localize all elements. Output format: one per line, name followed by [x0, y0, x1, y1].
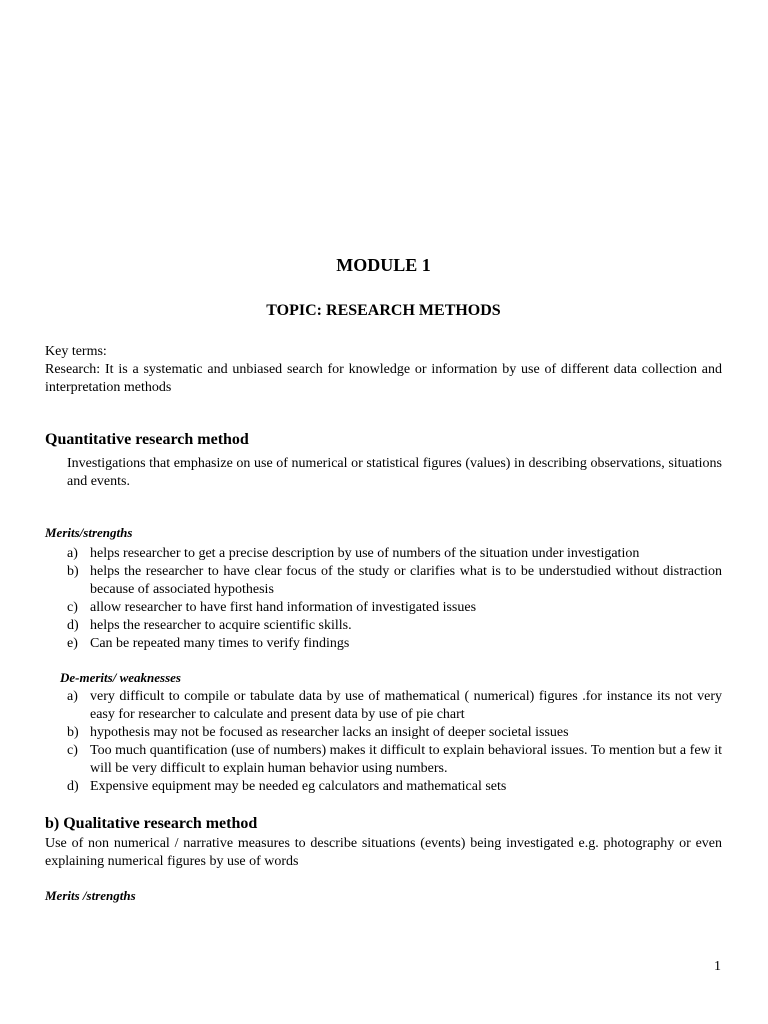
list-marker: e)	[67, 636, 78, 651]
list-item-text: Can be repeated many times to verify findings	[90, 636, 350, 651]
list-item	[45, 599, 722, 617]
list-marker: d)	[67, 779, 79, 794]
merits-heading: Merits/strengths	[45, 525, 133, 540]
list-item	[45, 778, 722, 796]
list-item	[45, 635, 722, 653]
research-definition: Research: It is a systematic and unbiased search for knowledge or information by use of different data collection and interpretation methods	[45, 362, 722, 395]
topic-title: TOPIC: RESEARCH METHODS	[266, 302, 501, 319]
list-marker: b)	[67, 725, 79, 740]
list-item	[45, 688, 722, 724]
key-terms-label: Key terms:	[45, 344, 107, 359]
demerits-heading: De-merits/ weaknesses	[60, 670, 181, 685]
qualitative-description: Use of non numerical / narrative measures to describe situations (events) being investigated e.g. photography or even explaining numerical figures by use of words	[45, 836, 722, 869]
key-terms-section	[45, 343, 722, 397]
list-item-text: hypothesis may not be focused as researcher lacks an insight of deeper societal issues	[90, 725, 569, 740]
list-item-text: allow researcher to have first hand information of investigated issues	[90, 600, 477, 615]
list-item	[45, 724, 722, 742]
list-marker: c)	[67, 743, 78, 758]
list-item	[45, 545, 722, 563]
list-item-text: Too much quantification (use of numbers) makes it difficult to explain behavioral issues. To mention but a few it will be very difficult to explain human behavior using numbers.	[90, 743, 722, 776]
list-marker: a)	[67, 689, 78, 704]
quantitative-description: Investigations that emphasize on use of numerical or statistical figures (values) in describing observations, situations and events.	[67, 456, 722, 489]
page-number: 1	[714, 959, 721, 974]
demerits-list	[45, 688, 722, 796]
list-marker: d)	[67, 618, 79, 633]
list-marker: b)	[67, 564, 79, 579]
list-item-text: helps the researcher to acquire scientific skills.	[90, 618, 352, 633]
list-item-text: very difficult to compile or tabulate data by use of mathematical ( numerical) figures .for instance its not very easy for researcher to calculate and present data by use of pie chart	[90, 689, 722, 722]
merits-list	[45, 545, 722, 653]
list-item-text: helps the researcher to have clear focus of the study or clarifies what is to be understudied without distraction because of associated hypothesis	[90, 564, 722, 597]
list-item-text: helps researcher to get a precise description by use of numbers of the situation under investigation	[90, 546, 640, 561]
list-item-text: Expensive equipment may be needed eg calculators and mathematical sets	[90, 779, 507, 794]
list-marker: a)	[67, 546, 78, 561]
list-item	[45, 742, 722, 778]
qualitative-merits-heading: Merits /strengths	[45, 888, 136, 903]
list-item	[45, 563, 722, 599]
module-title: MODULE 1	[336, 255, 431, 275]
qualitative-heading: b) Qualitative research method	[45, 815, 258, 832]
list-marker: c)	[67, 600, 78, 615]
quantitative-heading: Quantitative research method	[45, 431, 249, 448]
list-item	[45, 617, 722, 635]
